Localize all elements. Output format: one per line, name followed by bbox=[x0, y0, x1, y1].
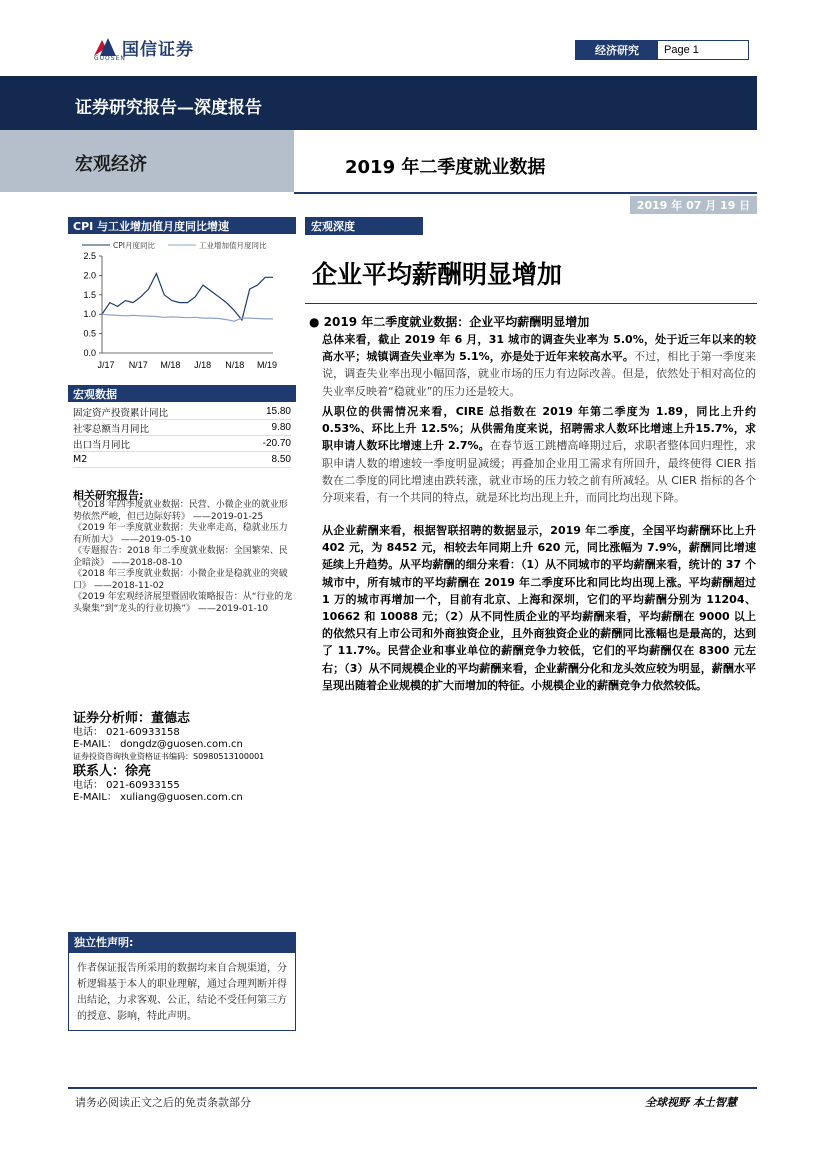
row-label: 社零总额当月同比 bbox=[73, 423, 150, 435]
table-row bbox=[73, 404, 291, 420]
macro-table bbox=[73, 404, 291, 468]
category-band bbox=[0, 130, 294, 192]
related-list bbox=[73, 500, 295, 615]
list-item[interactable]: 《2018 年三季度就业数据：小微企业是稳就业的突破口》 ——2018-11-02 bbox=[73, 569, 288, 591]
legend-label: 工业增加值月度同比 bbox=[199, 241, 267, 250]
table-row bbox=[73, 452, 291, 468]
x-tick-label: J/18 bbox=[194, 360, 212, 370]
row-value: 15.80 bbox=[265, 406, 291, 417]
x-tick-label: N/17 bbox=[128, 360, 148, 370]
p1-text: 不过，相比于第一季度来说，调查失业率出现小幅回落，就业市场的压力有边际改善。但是，依然处于相对高位的失业率反映着“稳就业”的压力还是较大。 bbox=[322, 350, 757, 398]
x-tick-label: M/19 bbox=[256, 360, 278, 370]
series-line-2 bbox=[102, 314, 273, 321]
disclaimer-note: 请务必阅读正文之后的免责条款部分 bbox=[75, 1096, 251, 1109]
list-item[interactable]: 《2019 年宏观经济展望暨固收策略报告：从“行业的龙头聚集”到“龙头的行业切换”》 ——2019-01-10 bbox=[73, 592, 293, 614]
x-tick-label: J/17 bbox=[97, 360, 115, 370]
page-number: Page 1 bbox=[664, 44, 699, 56]
footer-divider bbox=[68, 1087, 757, 1089]
x-tick-label: M/18 bbox=[160, 360, 181, 370]
contact-email[interactable]: E-MAIL： xuliang@guosen.com.cn bbox=[73, 792, 243, 803]
analyst-info bbox=[73, 710, 295, 804]
analyst-license: 证券投资咨询执业资格证书编码：S0980513100001 bbox=[73, 752, 265, 761]
row-value: 9.80 bbox=[271, 422, 291, 433]
title-divider bbox=[294, 192, 757, 194]
y-tick-label: 0.0 bbox=[83, 348, 96, 358]
y-tick-label: 2.5 bbox=[83, 251, 96, 261]
category-label: 宏观经济 bbox=[75, 154, 147, 175]
contact-phone: 电话： 021-60933155 bbox=[73, 780, 180, 791]
logo-subtext: GUOSEN bbox=[94, 55, 126, 62]
p3-bold: 从企业薪酬来看，根据智联招聘的数据显示，2019 年二季度，全国平均薪酬环比上升 402 元，为 8452 元，相较去年同期上升 620 元，同比涨幅为 7.9%，薪酬同比增速延续上升趋势。从平均薪酬的细分来看：（1）从不同城市的平均薪酬来看，统计的 37 个城市中，所有城市的平均薪酬在 2019 年二季度环比和同比均出现上涨。平均薪酬超过 1 万的城市再增加一个，目前有北京、上海和深圳，它们的平均薪酬分别为 11204、10662 和 10088 元；（2）从不同性质企业的平均薪酬来看，平均薪酬在 9000 以上的依然只有上市公司和外商独资企业，且外商独资企业的薪酬同比涨幅也是最高的，达到了 11.7%。民营企业和事业单位的薪酬竞争力较低，它们的平均薪酬仅在 8300 元左右；（3）从不同规模企业的平均薪酬来看，企业薪酬分化和龙头效应较为明显，薪酬水平呈现出随着企业规模的扩大而增加的特征。小规模企业的薪酬竞争力依然较低。 bbox=[322, 524, 756, 692]
list-item[interactable]: 《2018 年四季度就业数据：民营、小微企业的就业形势依然严峻，但已边际好转》 ——2019-01-25 bbox=[73, 500, 288, 522]
headline: 企业平均薪酬明显增加 bbox=[312, 260, 563, 289]
table-row bbox=[73, 420, 291, 436]
row-label: M2 bbox=[73, 454, 88, 465]
slogan: 全球视野 本土智慧 bbox=[645, 1096, 737, 1109]
list-item[interactable]: 《2019 年一季度就业数据：失业率走高，稳就业压力有所加大》 ——2019-05-10 bbox=[73, 523, 288, 545]
summary-bullet: ● 2019 年二季度就业数据：企业平均薪酬明显增加 bbox=[309, 315, 590, 329]
analyst-name: 证券分析师：董德志 bbox=[73, 711, 191, 726]
row-label: 出口当月同比 bbox=[73, 439, 131, 451]
analyst-email[interactable]: E-MAIL： dongdz@guosen.com.cn bbox=[73, 739, 243, 750]
report-type: 证券研究报告—深度报告 bbox=[75, 98, 262, 118]
table-row bbox=[73, 436, 291, 452]
cpi-chart bbox=[68, 236, 296, 376]
independence-text: 作者保证报告所采用的数据均来自合规渠道，分析逻辑基于本人的职业理解，通过合理判断并得出结论，力求客观、公正，结论不受任何第三方的授意、影响，特此声明。 bbox=[68, 952, 296, 1031]
paragraph-3 bbox=[322, 522, 756, 694]
report-date: 2019 年 07 月 19 日 bbox=[630, 196, 757, 214]
legend-label: CPI月度同比 bbox=[113, 241, 155, 250]
series-line-1 bbox=[102, 274, 273, 321]
y-tick-label: 2.0 bbox=[83, 270, 96, 281]
report-type-band bbox=[0, 76, 757, 130]
x-tick-label: N/18 bbox=[225, 360, 245, 370]
row-label: 固定资产投资累计同比 bbox=[73, 407, 169, 419]
y-tick-label: 0.5 bbox=[83, 328, 96, 339]
list-item[interactable]: 《专题报告：2018 年二季度就业数据：全国繁荣、民企暗淡》 ——2018-08-10 bbox=[73, 546, 288, 568]
p2-text: 在春节返工跳槽高峰期过后，求职者整体回归理性，求职申请人数的增速较一季度明显减缓；再叠加企业用工需求有所回升，最终使得 CIER 指数在二季度的同比增速由跌转涨，就业市场的压力较之前有所减轻。从 CIER 指标的各个分项来看，有一个共同的特点，就是环比均出现上升，而同比均出现下降。 bbox=[322, 439, 757, 505]
row-value: 8.50 bbox=[271, 454, 291, 465]
macro-heading: 宏观数据 bbox=[68, 385, 296, 402]
logo-text: 国信证券 bbox=[122, 39, 194, 60]
section-tag-deep: 宏观深度 bbox=[305, 217, 423, 235]
report-title: 2019 年二季度就业数据 bbox=[345, 157, 546, 178]
related-heading: 相关研究报告: bbox=[73, 489, 144, 502]
row-value: -20.70 bbox=[262, 438, 291, 449]
section-tag: 经济研究 bbox=[576, 41, 658, 59]
headline-divider bbox=[305, 303, 757, 304]
chart-heading: CPI 与工业增加值月度同比增速 bbox=[68, 217, 296, 234]
paragraph-2 bbox=[322, 403, 756, 506]
p2-bold: 从职位的供需情况来看，CIRE 总指数在 2019 年第二季度为 1.89，同比上升约 0.53%、环比上升 12.5%；从供需角度来说，招聘需求人数环比增速上升15.7%，求职申请人数环比增速上升 2.7%。 bbox=[322, 405, 756, 453]
paragraph-1 bbox=[322, 331, 756, 400]
analyst-phone: 电话： 021-60933158 bbox=[73, 727, 180, 738]
contact-name: 联系人：徐亮 bbox=[73, 764, 152, 779]
independence-heading: 独立性声明: bbox=[68, 932, 296, 952]
y-tick-label: 1.5 bbox=[83, 289, 96, 300]
p1-bold: 总体来看，截止 2019 年 6 月，31 城市的调查失业率为 5.0%，处于近三年以来的较高水平；城镇调查失业率为 5.1%，亦是处于近年来较高水平。 bbox=[322, 333, 756, 364]
y-tick-label: 1.0 bbox=[83, 309, 96, 320]
page-tag bbox=[575, 40, 749, 60]
